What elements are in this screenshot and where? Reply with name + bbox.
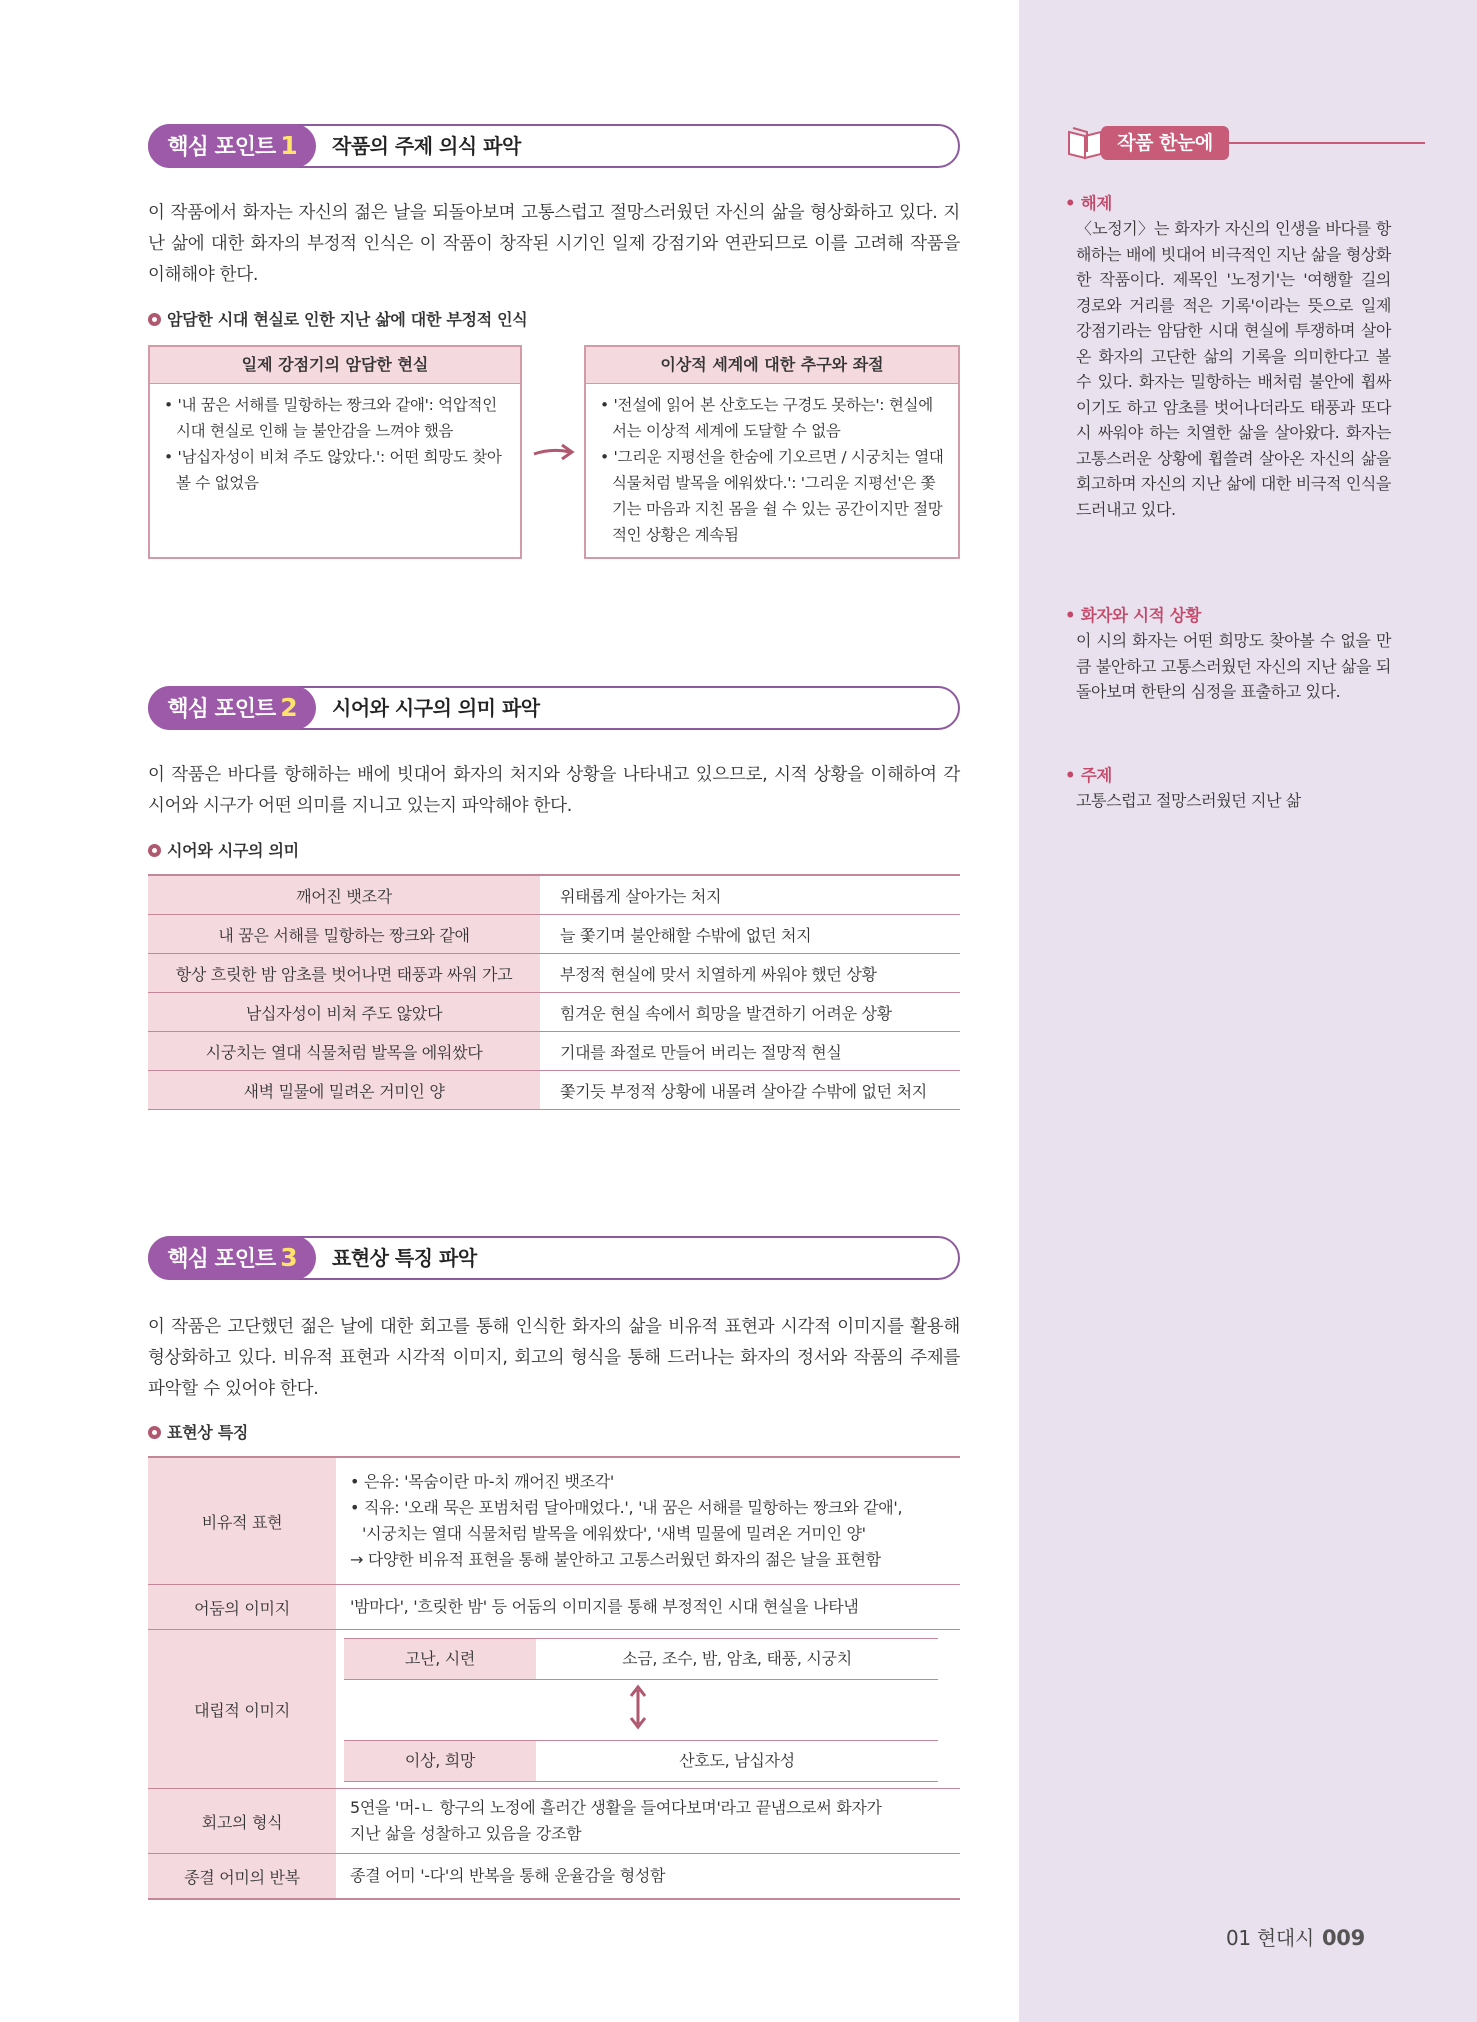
section2-pill-label: 핵심 포인트 [167, 697, 276, 722]
meaning-key: 깨어진 뱃조각 [148, 875, 540, 915]
sidebar-header-line [1229, 142, 1425, 144]
expression-value: 종결 어미 '-다'의 반복을 통해 운율감을 형성함 [340, 1854, 960, 1900]
opposition-row [344, 1638, 938, 1680]
sidebar-item-label: • 해제 [1065, 192, 1391, 216]
section3-pill [148, 1236, 316, 1280]
bullet-circle-icon [148, 1426, 161, 1439]
reality-box [148, 345, 522, 559]
page-number: 009 [1321, 1926, 1365, 1950]
section2-title: 시어와 시구의 의미 파악 [332, 696, 540, 720]
expression-key: 종결 어미의 반복 [148, 1854, 336, 1900]
opposition-value: 산호도, 남십자성 [679, 1751, 795, 1770]
section3-title: 표현상 특징 파악 [332, 1246, 477, 1270]
meaning-table [148, 874, 960, 1110]
expression-value [340, 1789, 960, 1854]
section3-pill-number: 3 [280, 1243, 297, 1272]
expression-line: • 은유: '목숨이란 마-치 깨어진 뱃조각' [350, 1469, 954, 1495]
reality-box-list [150, 384, 520, 496]
sidebar [1019, 0, 1477, 2022]
ideal-world-box-list [586, 384, 958, 548]
meaning-key: 시궁치는 열대 식물처럼 발목을 에워쌌다 [148, 1032, 540, 1071]
section2-paragraph: 이 작품은 바다를 항해하는 배에 빗대어 화자의 처지와 상황을 나타내고 있으므로, 시적 상황을 이해하여 각 시어와 시구가 어떤 의미를 지니고 있는지 파악해야 한다. [148, 765, 960, 816]
section1-pill [148, 124, 316, 168]
section2-subhead-text: 시어와 시구의 의미 [167, 841, 299, 860]
sidebar-item-label: • 주제 [1065, 764, 1391, 788]
reality-box-head: 일제 강점기의 암담한 현실 [150, 347, 520, 384]
meaning-value: 힘겨운 현실 속에서 희망을 발견하기 어려운 상황 [544, 993, 960, 1032]
sidebar-item-text: 고통스럽고 절망스러웠던 지난 삶 [1076, 791, 1301, 810]
opposition-key: 고난, 시련 [344, 1639, 536, 1679]
section2-pill [148, 686, 316, 730]
section1-pill-number: 1 [280, 131, 297, 160]
expression-value: '밤마다', '흐릿한 밤' 등 어둠의 이미지를 통해 부정적인 시대 현실을 나타냄 [340, 1585, 960, 1630]
table-row [148, 1457, 960, 1585]
sidebar-header [1061, 122, 1391, 168]
meaning-key: 내 꿈은 서해를 밀항하는 짱크와 같애 [148, 915, 540, 954]
section1-subhead [148, 309, 527, 331]
section1-header [148, 124, 960, 168]
footer-chapter: 01 현대시 [1226, 1926, 1314, 1950]
page-footer [1226, 1922, 1365, 1951]
sidebar-item-text: 이 시의 화자는 어떤 희망도 찾아볼 수 없을 만큼 불안하고 고통스러웠던 자신의 지난 삶을 되돌아보며 한탄의 심정을 표출하고 있다. [1076, 631, 1391, 701]
reality-box-item: • '남십자성이 비쳐 주도 않았다.': 어떤 희망도 찾아볼 수 없었음 [164, 444, 508, 496]
expression-table [148, 1456, 960, 1900]
opposition-diagram [344, 1634, 938, 1784]
section1-paragraph: 이 작품에서 화자는 자신의 젊은 날을 되돌아보며 고통스럽고 절망스러웠던 자신의 삶을 형상화하고 있다. 지난 삶에 대한 화자의 부정적 인식은 이 작품이 창작된 시기인 일제 강점기와 연관되므로 이를 고려해 작품을 이해해야 한다. [148, 203, 960, 285]
table-row [148, 993, 960, 1032]
sidebar-item-speaker [1065, 604, 1391, 705]
table-row [148, 915, 960, 954]
bullet-circle-icon [148, 313, 161, 326]
expression-line: → 다양한 비유적 표현을 통해 불안하고 고통스러웠던 화자의 젊은 날을 표현함 [350, 1550, 881, 1569]
section2-subhead [148, 840, 299, 862]
ideal-world-box-item: • '그리운 지평선을 한숨에 기오르면 / 시궁치는 열대 식물처럼 발목을 에워쌌다.': '그리운 지평선'은 쫓기는 마음과 지친 몸을 쉴 수 있는 공간이지만 절망적인 상황은 계속됨 [600, 444, 946, 548]
table-row [148, 1789, 960, 1854]
right-arrow-icon [532, 440, 576, 464]
section1-title: 작품의 주제 의식 파악 [332, 134, 521, 158]
ideal-world-box-item: • '전설에 읽어 본 산호도는 구경도 못하는': 현실에서는 이상적 세계에 도달할 수 없음 [600, 392, 946, 444]
expression-line: • 직유: '오래 묵은 포범처럼 달아매었다.', '내 꿈은 서해를 밀항하는 짱크와 같애', [350, 1495, 954, 1521]
table-row [148, 954, 960, 993]
sidebar-item-label: • 화자와 시적 상황 [1065, 604, 1391, 628]
sidebar-item-text: 〈노정기〉는 화자가 자신의 인생을 바다를 항해하는 배에 빗대어 비극적인 지난 삶을 형상화한 작품이다. 제목인 '노정기'는 '여행할 길의 경로와 거리를 적은 기록'이라는 뜻으로 일제 강점기라는 암담한 시대 현실에 투쟁하며 살아온 화자의 고단한 삶의 기록을 의미한다고 볼 수 있다. 화자는 밀항하는 배처럼 불안에 휩싸이기도 하고 암초를 벗어나더라도 태풍과 또다시 싸워야 하는 치열한 삶을 살아왔다. 화자는 고통스러운 상황에 휩쓸려 살아온 자신의 삶을 회고하며 자신의 지난 삶에 대한 비극적 인식을 드러내고 있다. [1076, 219, 1391, 519]
double-arrow-icon [628, 1684, 648, 1730]
expression-key: 대립적 이미지 [148, 1630, 336, 1789]
sidebar-item-synopsis [1065, 192, 1391, 522]
ideal-world-box-head: 이상적 세계에 대한 추구와 좌절 [586, 347, 958, 384]
section2-pill-number: 2 [280, 693, 297, 722]
ideal-world-box [584, 345, 960, 559]
section3-subhead [148, 1422, 248, 1444]
meaning-value: 기대를 좌절로 만들어 버리는 절망적 현실 [544, 1032, 960, 1071]
expression-key: 비유적 표현 [148, 1457, 336, 1585]
section3-subhead-text: 표현상 특징 [167, 1423, 249, 1442]
table-row [148, 1585, 960, 1630]
meaning-key: 항상 흐릿한 밤 암초를 벗어나면 태풍과 싸워 가고 [148, 954, 540, 993]
expression-key: 어둠의 이미지 [148, 1585, 336, 1630]
expression-value [340, 1630, 960, 1789]
table-row [148, 875, 960, 915]
sidebar-title: 작품 한눈에 [1101, 126, 1229, 160]
meaning-value: 위태롭게 살아가는 처지 [544, 875, 960, 915]
meaning-key: 남십자성이 비쳐 주도 않았다 [148, 993, 540, 1032]
table-row [148, 1032, 960, 1071]
sidebar-item-theme [1065, 764, 1391, 814]
section3-header [148, 1236, 960, 1280]
expression-line: 지난 삶을 성찰하고 있음을 강조함 [350, 1824, 582, 1843]
expression-line: '시궁치는 열대 식물처럼 발목을 에워쌌다', '새벽 밀물에 밀려온 거미인 양' [362, 1524, 866, 1543]
table-row [148, 1854, 960, 1900]
meaning-value: 쫓기듯 부정적 상황에 내몰려 살아갈 수밖에 없던 처지 [544, 1071, 960, 1110]
section3-paragraph: 이 작품은 고단했던 젊은 날에 대한 회고를 통해 인식한 화자의 삶을 비유적 표현과 시각적 이미지를 활용해 형상화하고 있다. 비유적 표현과 시각적 이미지, 회고의 형식을 통해 드러나는 화자의 정서와 작품의 주제를 파악할 수 있어야 한다. [148, 1317, 960, 1399]
bullet-circle-icon [148, 844, 161, 857]
section1-pill-label: 핵심 포인트 [167, 135, 276, 160]
reality-box-item: • '내 꿈은 서해를 밀항하는 짱크와 같애': 억압적인 시대 현실로 인해 늘 불안감을 느껴야 했음 [164, 392, 508, 444]
opposition-value: 소금, 조수, 밤, 암초, 태풍, 시궁치 [622, 1649, 852, 1668]
section2-header [148, 686, 960, 730]
opposition-row [344, 1740, 938, 1782]
table-row [148, 1630, 960, 1789]
expression-value [340, 1457, 960, 1585]
expression-line: 5연을 '머-ㄴ 항구의 노정에 흘러간 생활을 들여다보며'라고 끝냄으로써 화자가 [350, 1798, 882, 1817]
table-row [148, 1071, 960, 1110]
meaning-value: 부정적 현실에 맞서 치열하게 싸워야 했던 상황 [544, 954, 960, 993]
opposition-key: 이상, 희망 [344, 1741, 536, 1781]
meaning-key: 새벽 밀물에 밀려온 거미인 양 [148, 1071, 540, 1110]
section1-subhead-text: 암담한 시대 현실로 인한 지난 삶에 대한 부정적 인식 [167, 310, 528, 329]
meaning-value: 늘 쫓기며 불안해할 수밖에 없던 처지 [544, 915, 960, 954]
section3-pill-label: 핵심 포인트 [167, 1247, 276, 1272]
expression-key: 회고의 형식 [148, 1789, 336, 1854]
